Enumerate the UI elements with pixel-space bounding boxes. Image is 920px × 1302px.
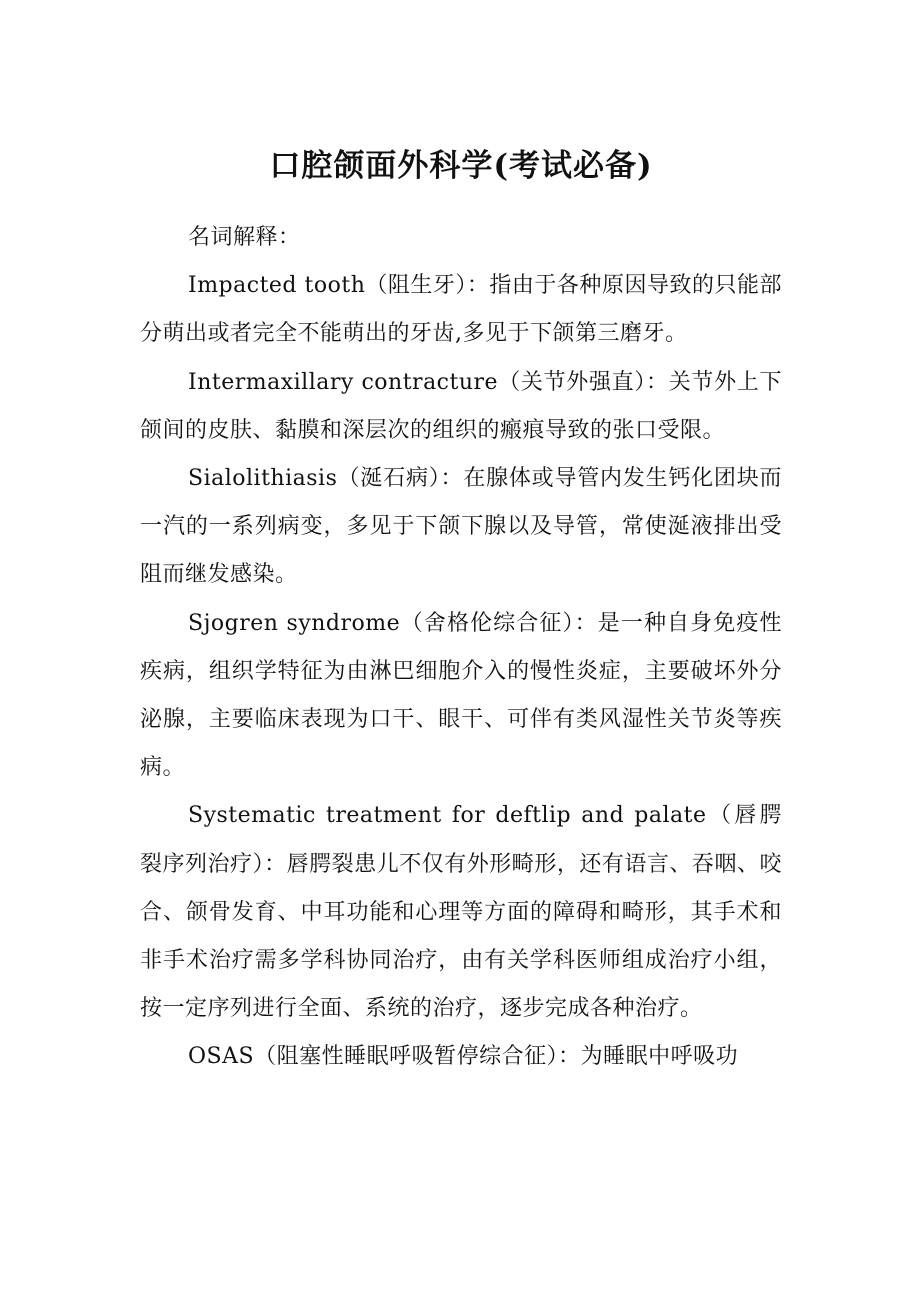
- definition-impacted-tooth: Impacted tooth（阻生牙）：指由于各种原因导致的只能部分萌出或者完全不能萌出的牙齿,多见于下颌第三磨牙。: [140, 273, 782, 347]
- definition-sjogren-syndrome: Sjogren syndrome（舍格伦综合征）：是一种自身免疫性疾病，组织学特征为由淋巴细胞介入的慢性炎症，主要破坏外分泌腺，主要临床表现为口干、眼干、可伴有类风湿性关节炎等疾病。: [140, 610, 782, 781]
- definition-sialolithiasis: Sialolithiasis（涎石病）：在腺体或导管内发生钙化团块而一汽的一系列病变，多见于下颌下腺以及导管，常使涎液排出受阻而继发感染。: [140, 466, 782, 588]
- document-title: 口腔颌面外科学(考试必备): [269, 148, 653, 184]
- definition-osas: OSAS（阻塞性睡眠呼吸暂停综合征）：为睡眠中呼吸功: [188, 1044, 739, 1070]
- definition-cleft-systematic-treatment: Systematic treatment for deftlip and palate（唇腭裂序列治疗）：唇腭裂患儿不仅有外形畸形，还有语言、吞咽、咬合、颌骨发育、中耳功能和心理等方面的障碍和畸形，其手术和非手术治疗需多学科协同治疗，由有关学科医师组成治疗小组，按一定序列进行全面、系统的治疗，逐步完成各种治疗。: [140, 803, 782, 1022]
- definition-intermaxillary-contracture: Intermaxillary contracture（关节外强直）：关节外上下颌间的皮肤、黏膜和深层次的组织的瘢痕导致的张口受限。: [140, 369, 782, 443]
- section-heading: 名词解释：: [188, 225, 301, 250]
